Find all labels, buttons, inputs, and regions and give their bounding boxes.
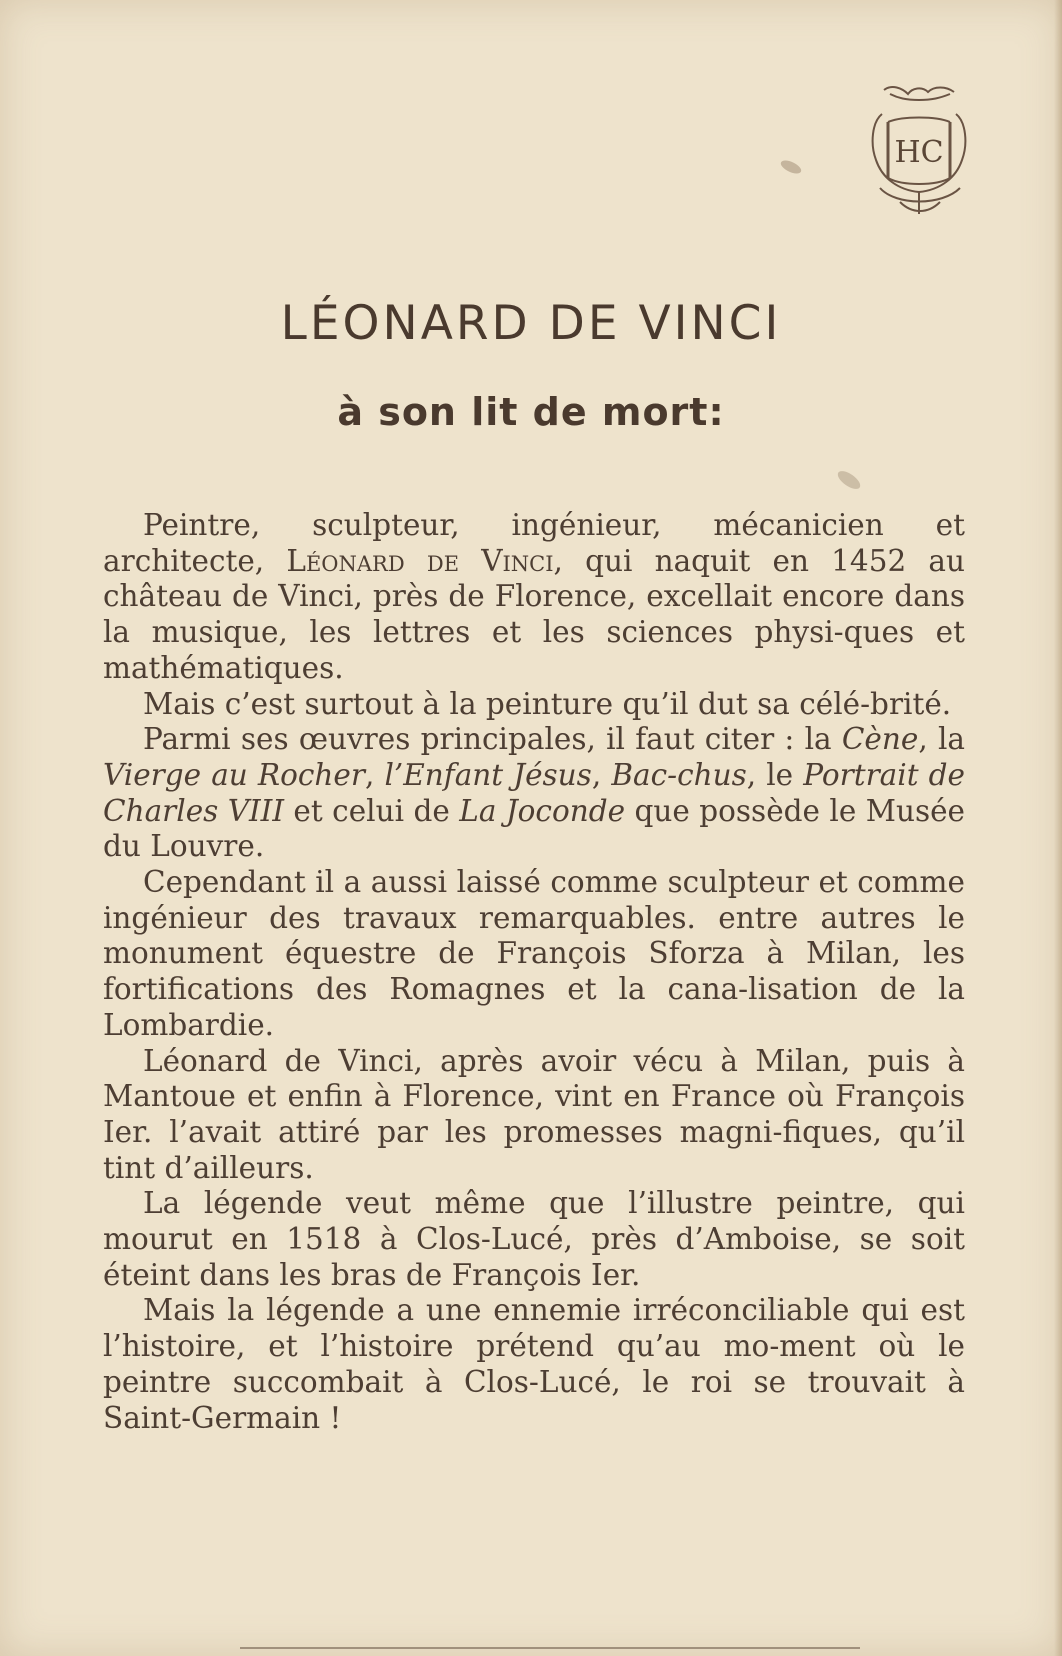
text-segment: Peintre, sculpteur, ingénieur, mécanicien et architecte, [103,508,965,578]
bottom-divider [240,1647,860,1649]
text-segment-italic: l’Enfant Jésus [384,757,592,792]
paragraph [103,1293,965,1436]
text-segment: , [591,757,612,792]
ink-smudge [779,158,803,176]
text-segment-smallcaps: Léonard de Vinci [286,543,554,578]
text-segment: , le [746,757,804,792]
ink-smudge [835,468,863,493]
text-segment: Ier [103,1114,143,1149]
text-segment: et celui de [284,793,460,828]
text-segment-italic: Vierge au Rocher [103,757,365,792]
paragraph [103,1044,965,1187]
body-text [103,508,965,1436]
svg-text:HC: HC [894,135,944,170]
text-segment: Léonard de Vinci, après avoir vécu à Milan, puis à Mantoue et enfin à Florence, vint en France où François [103,1043,965,1114]
text-segment: Mais c’est surtout à la peinture qu’il dut sa célé-brité. [143,686,952,721]
text-segment-italic: Portrait de Charles VIII [103,757,965,828]
text-segment: Ier [591,1257,632,1292]
paragraph [103,722,965,865]
text-segment: que possède le Musée du Louvre. [103,793,966,864]
paragraph [103,687,965,723]
text-segment: Mais la légende a une ennemie irréconciliable qui est l’histoire, et l’histoire prétend qu’au mo-ment où le peintre succombait à Clos-Lucé, le roi se trouvait à Saint-Germain ! [103,1293,965,1435]
text-segment: , [364,757,385,792]
text-segment: Parmi ses œuvres principales, il faut citer : la [143,722,842,757]
card-edge-shadow [1054,0,1062,1656]
text-segment-italic: Bac-chus [611,757,747,792]
paragraph [103,1186,965,1293]
text-segment: . [631,1257,641,1292]
page-subtitle: à son lit de mort: [337,390,725,434]
text-segment: La légende veut même que l’illustre peintre, qui mourut en 1518 à Clos-Lucé, près d’Amboise, se soit éteint dans les bras de François [103,1186,965,1292]
paragraph [103,865,965,1044]
text-segment: , qui naquit en 1452 au château de Vinci, près de Florence, excellait encore dans la musique, les lettres et les sciences physi-ques et mathématiques. [103,543,966,685]
text-segment: , la [918,722,965,757]
text-segment-italic: La Joconde [459,793,626,828]
text-segment: Cependant il a aussi laissé comme sculpteur et comme ingénieur des travaux remarquables. entre autres le monument équestre de François Sforza à Milan, les fortifications des Romagnes et la cana-lisation de la Lombardie. [103,865,965,1042]
publisher-monogram-logo [862,82,977,217]
paragraph [103,508,965,687]
text-segment-italic: Cène [841,722,919,757]
page-title: LÉONARD DE VINCI [280,296,782,351]
text-segment: . l’avait attiré par les promesses magni-fiques, qu’il tint d’ailleurs. [103,1114,965,1185]
